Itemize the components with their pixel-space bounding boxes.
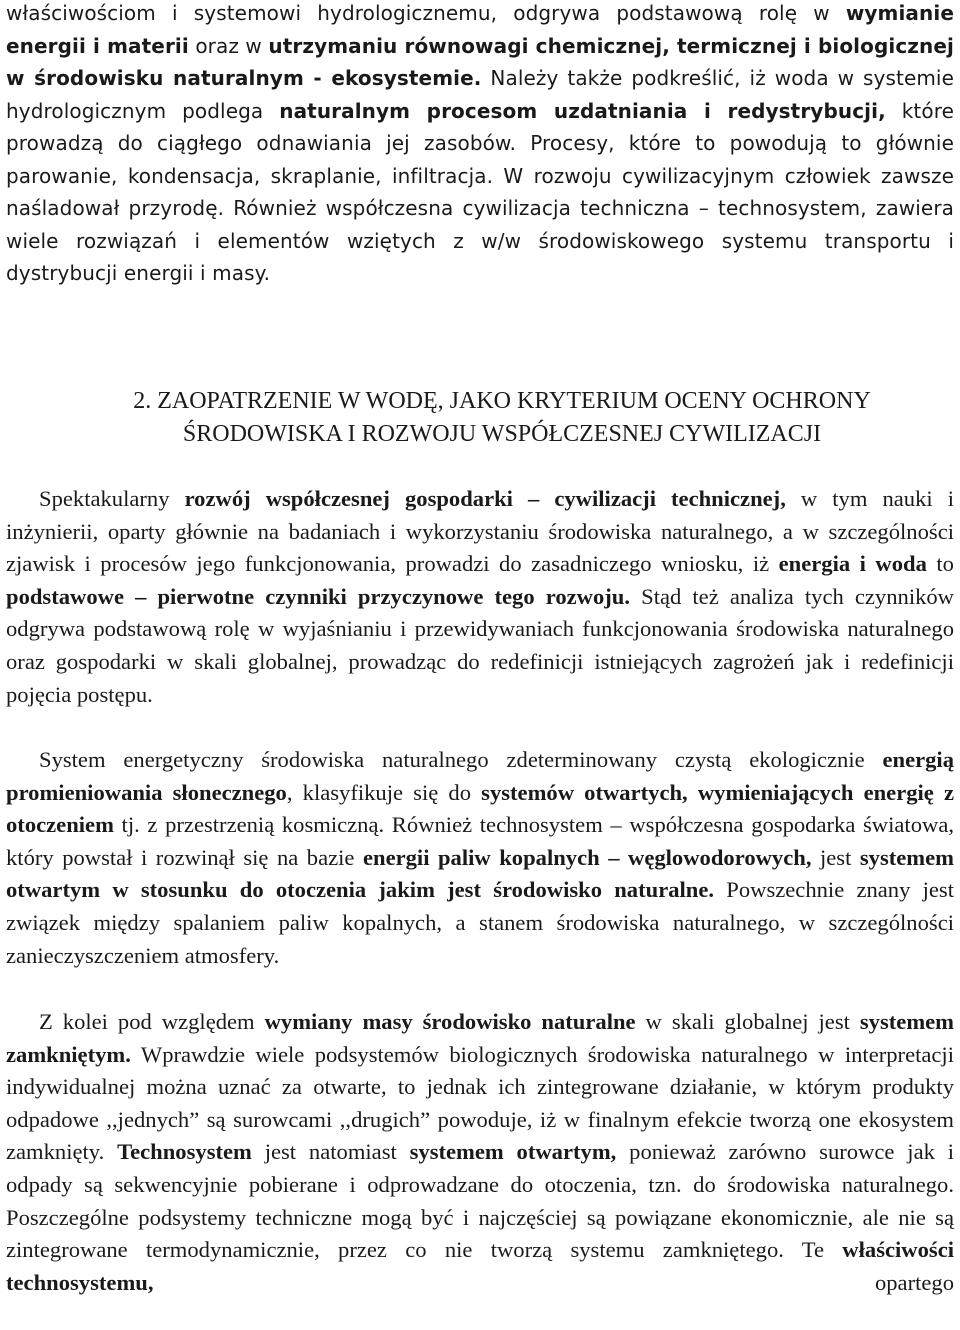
bold-text-run: wymiany masy środowisko naturalne xyxy=(264,1009,636,1034)
text-run: System energetyczny środowiska naturalnego zdeterminowany czystą ekologicznie xyxy=(39,747,883,772)
bold-text-run: Technosystem xyxy=(117,1139,252,1165)
paragraph-energy-system xyxy=(6,744,954,972)
text-run: oraz w xyxy=(188,33,269,58)
bold-text-run: energia i woda xyxy=(778,551,927,577)
text-run: jest natomiast xyxy=(251,1139,410,1165)
text-run: jest xyxy=(811,844,860,870)
text-run: Spektakularny xyxy=(39,486,185,511)
bold-text-run: rozwój współczesnej gospodarki – cywilizacji technicznej, xyxy=(184,486,786,511)
text-run: które prowadzą do ciągłego odnawiania jej zasobów. Procesy, które to powodują to głównie parowanie, kondensacja, skraplanie, infiltracja. W rozwoju cywilizacyjnym człowiek zawsze naśladował przyrodę. Również współczesna cywilizacja techniczna – technosystem, zawiera wiele rozwiązań i elementów wziętych z w/w środowiskowego systemu transportu i dystrybucji energii i masy. xyxy=(6,98,954,285)
paragraph-mass-exchange xyxy=(6,1006,954,1299)
text-run: Stąd też analiza tych czynników odgrywa podstawową rolę w wyjaśnianiu i przewidywaniach funkcjonowania środowiska naturalnego oraz gospodarki w skali globalnej, prowadząc do redefinicji istniejących zagrożeń jak i redefinicji pojęcia postępu. xyxy=(6,583,955,707)
paragraph-development xyxy=(6,483,954,711)
text-run: , klasyfikuje się do xyxy=(286,779,482,805)
bold-text-run: energii paliw kopalnych – węglowodorowych, xyxy=(362,844,812,870)
paragraph-hydrology xyxy=(6,0,954,290)
text-run: Wprawdzie wiele podsystemów biologicznych środowiska naturalnego w interpretacji indywidualnej można uznać za otwarte, to jednak ich zintegrowane działanie, w którym produkty odpadowe ,,jednych” są surowcami ,,drugich” powoduje, iż w finalnym efekcie tworzą one ekosystem zamknięty. xyxy=(6,1041,954,1165)
bold-text-run: systemem zamkniętym. xyxy=(6,1009,954,1067)
bold-text-run: utrzymaniu równowagi chemicznej, termicznej i biologicznej w środowisku naturalnym - ekosystemie. xyxy=(6,33,954,90)
text-run: tj. z przestrzenią kosmiczną. Również technosystem – współczesna gospodarka światowa, który powstał i rozwinął się na bazie xyxy=(6,812,954,870)
section-heading xyxy=(62,385,942,450)
bold-text-run: systemem otwartym w stosunku do otoczenia jakim jest środowisko naturalne. xyxy=(6,844,954,903)
bold-text-run: naturalnym procesom uzdatniania i redystrybucji, xyxy=(279,98,886,123)
bold-text-run: wymianie energii i materii xyxy=(6,1,954,58)
bold-text-run: systemem otwartym, xyxy=(409,1139,617,1165)
text-run: ponieważ zarówno surowce jak i odpady są sekwencyjnie pobierane i odprowadzane do otoczenia, tzn. do środowiska naturalnego. Poszczególne podsystemy techniczne mogą być i najczęściej są powiązane ekonomicznie, ale nie są zintegrowane termodynamicznie, przez co nie tworzą systemu zamkniętego. Te xyxy=(6,1139,955,1263)
text-run: w skali globalnej jest xyxy=(635,1009,860,1034)
bold-text-run: energią promieniowania słonecznego xyxy=(6,747,954,805)
text-run: to xyxy=(926,551,954,577)
text-run: opartego xyxy=(153,1269,954,1295)
text-run: Powszechnie znany jest związek między spalaniem paliw kopalnych, a stanem środowiska naturalnego, w szczególności zanieczyszczeniem atmosfery. xyxy=(6,877,954,968)
section-heading-line-2: ŚRODOWISKA I ROZWOJU WSPÓŁCZESNEJ CYWILIZACJI xyxy=(182,420,822,447)
text-run: Należy także podkreślić, iż woda w systemie hydrologicznym podlega xyxy=(6,66,954,123)
text-run: Z kolei pod względem xyxy=(39,1009,265,1034)
bold-text-run: podstawowe – pierwotne czynniki przyczynowe tego rozwoju. xyxy=(6,583,631,609)
text-run: w tym nauki i inżynierii, oparty głównie na badaniach i wykorzystaniu środowiska naturalnego, a w szczególności zjawisk i procesów jego funkcjonowania, prowadzi do zasadniczego wniosku, iż xyxy=(6,486,954,577)
section-heading-line-1: 2. ZAOPATRZENIE W WODĘ, JAKO KRYTERIUM OCENY OCHRONY xyxy=(133,388,871,414)
text-run: właściwościom i systemowi hydrologicznemu, odgrywa podstawową rolę w xyxy=(6,1,846,25)
bold-text-run: właściwości technosystemu, xyxy=(6,1237,954,1295)
bold-text-run: systemów otwartych, wymieniających energię z otoczeniem xyxy=(6,779,955,838)
